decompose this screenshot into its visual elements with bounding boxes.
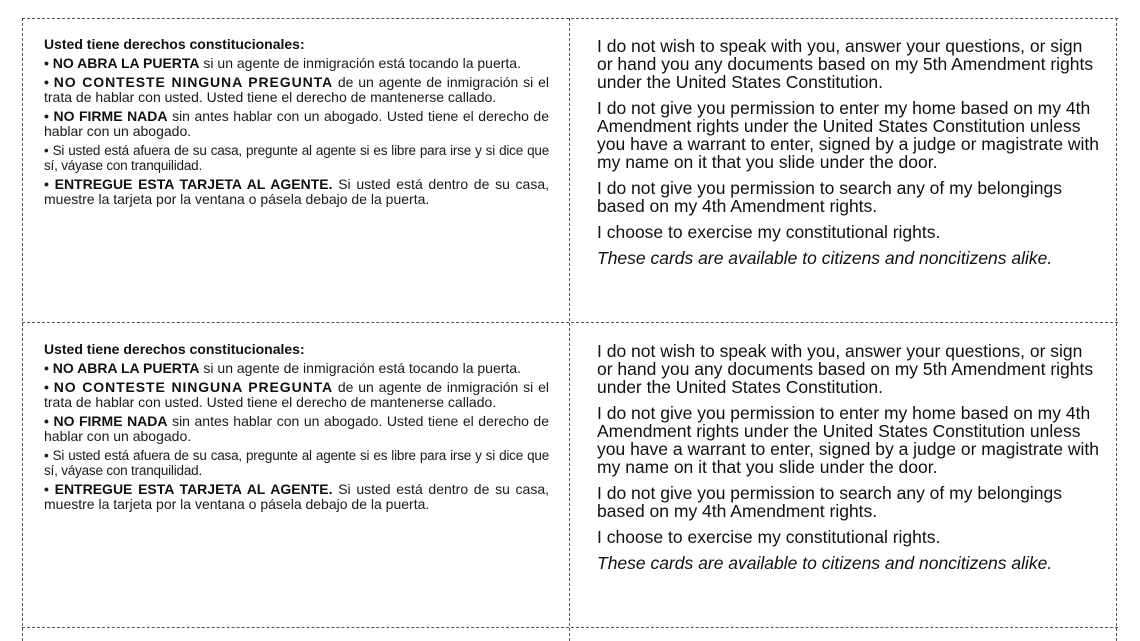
statement-4th-amendment-search: I do not give you permission to search any of my belongings based on my 4th Amendment rights. bbox=[597, 483, 1062, 521]
card-title: Usted tiene derechos constitucionales: bbox=[44, 341, 305, 357]
rights-item-outside-home: • Si usted está afuera de su casa, pregunte al agente si es libre para irse y si dice que sí, váyase con tranquilidad. bbox=[44, 143, 549, 173]
rights-item-do-not-sign: • NO FIRME NADA sin antes hablar con un abogado. Usted tiene el derecho de hablar con un abogado. bbox=[44, 413, 550, 444]
spanish-rights-card bbox=[44, 341, 549, 516]
availability-note: These cards are available to citizens and noncitizens alike. bbox=[597, 553, 1053, 573]
statement-exercise-rights: I choose to exercise my constitutional rights. bbox=[597, 527, 941, 547]
availability-note: These cards are available to citizens and noncitizens alike. bbox=[597, 248, 1053, 268]
rights-item-do-not-sign: • NO FIRME NADA sin antes hablar con un abogado. Usted tiene el derecho de hablar con un abogado. bbox=[44, 108, 550, 139]
cut-line-bottom bbox=[22, 627, 1118, 628]
rights-item-give-card: • ENTREGUE ESTA TARJETA AL AGENTE. Si usted está dentro de su casa, muestre la tarjeta por la ventana o pásela debajo de la puerta. bbox=[44, 481, 550, 512]
rights-item-do-not-answer: • NO CONTESTE NINGUNA PREGUNTA de un agente de inmigración si el trata de hablar con usted. Usted tiene el derecho de mantenerse callado. bbox=[44, 74, 549, 105]
cut-line-top bbox=[22, 18, 1118, 19]
rights-item-give-card: • ENTREGUE ESTA TARJETA AL AGENTE. Si usted está dentro de su casa, muestre la tarjeta por la ventana o pásela debajo de la puerta. bbox=[44, 176, 550, 207]
statement-4th-amendment-search: I do not give you permission to search any of my belongings based on my 4th Amendment rights. bbox=[597, 178, 1062, 216]
rights-item-do-not-open: • NO ABRA LA PUERTA si un agente de inmigración está tocando la puerta. bbox=[44, 55, 521, 71]
english-rights-card bbox=[597, 342, 1102, 580]
rights-item-do-not-open: • NO ABRA LA PUERTA si un agente de inmigración está tocando la puerta. bbox=[44, 360, 521, 376]
cut-line-right bbox=[1116, 18, 1117, 641]
english-rights-card bbox=[597, 37, 1102, 275]
spanish-rights-card bbox=[44, 36, 549, 211]
statement-5th-amendment: I do not wish to speak with you, answer your questions, or sign or hand you any documents based on my 5th Amendment rights under the United States Constitution. bbox=[597, 36, 1094, 92]
statement-5th-amendment: I do not wish to speak with you, answer your questions, or sign or hand you any documents based on my 5th Amendment rights under the United States Constitution. bbox=[597, 341, 1094, 397]
statement-4th-amendment-home: I do not give you permission to enter my home based on my 4th Amendment rights under the United States Constitution unless you have a warrant to enter, signed by a judge or magistrate with my name on it that you slide under the door. bbox=[597, 98, 1099, 172]
cut-line-center bbox=[569, 18, 570, 641]
statement-4th-amendment-home: I do not give you permission to enter my home based on my 4th Amendment rights under the United States Constitution unless you have a warrant to enter, signed by a judge or magistrate with my name on it that you slide under the door. bbox=[597, 403, 1099, 477]
statement-exercise-rights: I choose to exercise my constitutional rights. bbox=[597, 222, 941, 242]
cut-line-middle bbox=[22, 322, 1118, 323]
rights-item-outside-home: • Si usted está afuera de su casa, pregunte al agente si es libre para irse y si dice que sí, váyase con tranquilidad. bbox=[44, 448, 549, 478]
rights-item-do-not-answer: • NO CONTESTE NINGUNA PREGUNTA de un agente de inmigración si el trata de hablar con usted. Usted tiene el derecho de mantenerse callado. bbox=[44, 379, 549, 410]
card-title: Usted tiene derechos constitucionales: bbox=[44, 36, 305, 52]
cut-line-left bbox=[22, 18, 23, 641]
